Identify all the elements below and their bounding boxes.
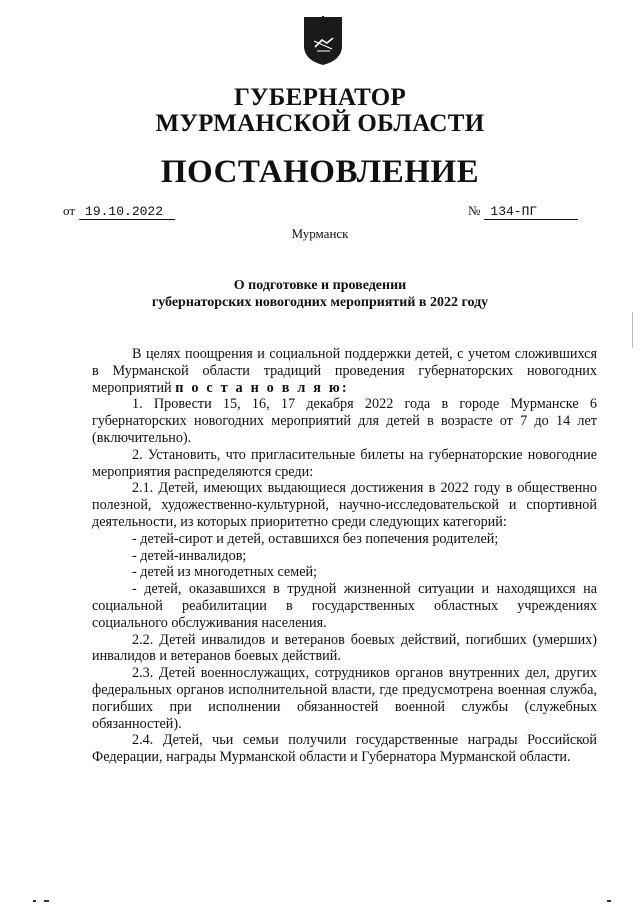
city-label: Мурманск [291, 226, 349, 241]
scan-edge-mark [632, 312, 633, 348]
subject-line-2: губернаторских новогодних мероприятий в 2022 году [151, 295, 489, 310]
scan-corner-mark [33, 900, 36, 902]
clause-2-4: 2.4. Детей, чьи семьи получили государственные награды Российской Федерации, награды Мурманской области и Губернатора Мурманской области. [92, 732, 597, 766]
date-field [63, 203, 175, 220]
number-value: 134-ПГ [484, 204, 578, 220]
clause-2-3: 2.3. Детей военнослужащих, сотрудников органов внутренних дел, других федеральных органов исполнительной власти, где предусмотрена военная служба, погибших при исполнении обязанностей военной службы (служебных обязанностей). [92, 665, 597, 732]
list-item: - детей-сирот и детей, оставшихся без попечения родителей; [132, 530, 499, 547]
clause-2-2: 2.2. Детей инвалидов и ветеранов боевых действий, погибших (умерших) инвалидов и ветеранов боевых действий. [92, 631, 597, 665]
intro-paragraph [92, 346, 597, 396]
date-value: 19.10.2022 [79, 204, 175, 220]
clause-2: 2. Установить, что пригласительные билеты на губернаторские новогодние мероприятия распределяются среди: [92, 446, 597, 480]
clause-2-1: 2.1. Детей, имеющих выдающиеся достижения в 2022 году в общественно полезной, художественно-культурной, научно-исследовательской и спортивной деятельности, из которых приоритетно среди следующих категорий: [92, 480, 597, 530]
date-label: от [63, 203, 76, 218]
list-item: - детей, оказавшихся в трудной жизненной ситуации и находящихся на социальной реабилитации в государственных областных учреждениях социального обслуживания населения. [92, 581, 597, 631]
intro-text: В целях поощрения и социальной поддержки детей, с учетом сложившихся в Мурманской области традиций проведения губернаторских новогодних мероприятий [92, 346, 597, 396]
scan-corner-mark [44, 900, 49, 902]
coat-of-arms-icon [303, 16, 343, 66]
decree-word: п о с т а н о в л я ю: [175, 379, 349, 396]
issuer-line-1: ГУБЕРНАТОР [233, 84, 407, 111]
list-item: - детей из многодетных семей; [132, 564, 318, 581]
list-item: - детей-инвалидов; [132, 547, 247, 564]
document-type-title: ПОСТАНОВЛЕНИЕ [160, 154, 480, 190]
subject-line-1: О подготовке и проведении [233, 278, 407, 293]
clause-1: 1. Провести 15, 16, 17 декабря 2022 года в городе Мурманске 6 губернаторских новогодних мероприятий для детей в возрасте от 7 до 14 лет (включительно). [92, 396, 597, 446]
number-label: № [468, 203, 481, 218]
document-body [92, 346, 597, 766]
issuer-line-2: МУРМАНСКОЙ ОБЛАСТИ [155, 110, 485, 137]
document-subject [0, 277, 640, 311]
number-field [468, 203, 578, 220]
scan-corner-mark [607, 900, 611, 902]
